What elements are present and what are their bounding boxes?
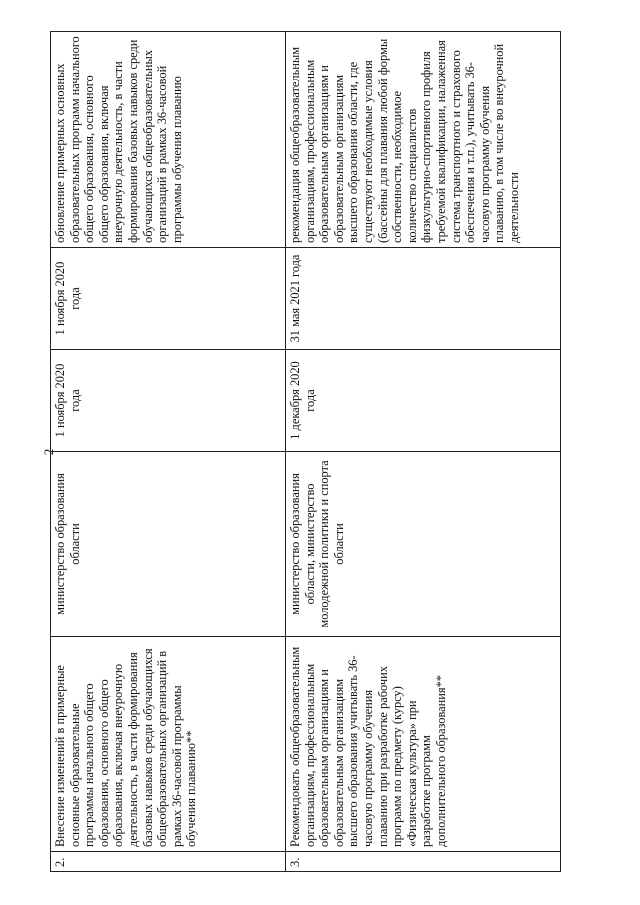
- responsible-cell: министерство образования области: [51, 452, 286, 637]
- event-cell: Внесение изменений в примерные основные образовательные программы начального общего образования, основного общего образования, включая внеурочную деятельность, в части формирования базовых навыков среди обучающихся общеобразовательных организаций в рамках 36-часовой программы обучения плаванию**: [51, 637, 286, 852]
- table-row: [286, 32, 561, 872]
- plan-table: [50, 31, 561, 872]
- rotated-table-container: [50, 32, 590, 872]
- page-number: 2: [41, 448, 56, 456]
- start-date-cell: 1 ноября 2020 года: [51, 350, 286, 452]
- result-cell: рекомендация общеобразовательным организациям, профессиональным образовательным организациям и образовательным организациям высшего образования области, где существуют необходимые условия (бассейны для плавания любой формы собственности, необходимое количество специалистов физкультурно-спортивного профиля требуемой квалификации, налаженная система транспортного и страхового обеспечения и т.п.), учитывать 36-часовую программу обучения плаванию, в том числе во внеурочной деятельности: [286, 32, 561, 248]
- event-cell: Рекомендовать общеобразовательным организациям, профессиональным образовательным организациям и образовательным организациям высшего образования учитывать 36-часовую программу обучения плаванию при разработке рабочих программ по предмету (курсу) «Физическая культура» при разработке программ дополнительного образования**: [286, 637, 561, 852]
- row-number: 3.: [286, 852, 561, 872]
- responsible-cell: министерство образования области, министерство молодежной политики и спорта области: [286, 452, 561, 637]
- start-date-cell: 1 декабря 2020 года: [286, 350, 561, 452]
- end-date-cell: 1 ноября 2020 года: [51, 248, 286, 350]
- table-row: [51, 32, 286, 872]
- result-cell: обновление примерных основных образовательных программ начального общего образования, основного общего образования, включая внеурочную деятельность, в части формирования базовых навыков среди обучающихся общеобразовательных организаций в рамках 36-часовой программы обучения плаванию: [51, 32, 286, 248]
- end-date-cell: 31 мая 2021 года: [286, 248, 561, 350]
- row-number: 2.: [51, 852, 286, 872]
